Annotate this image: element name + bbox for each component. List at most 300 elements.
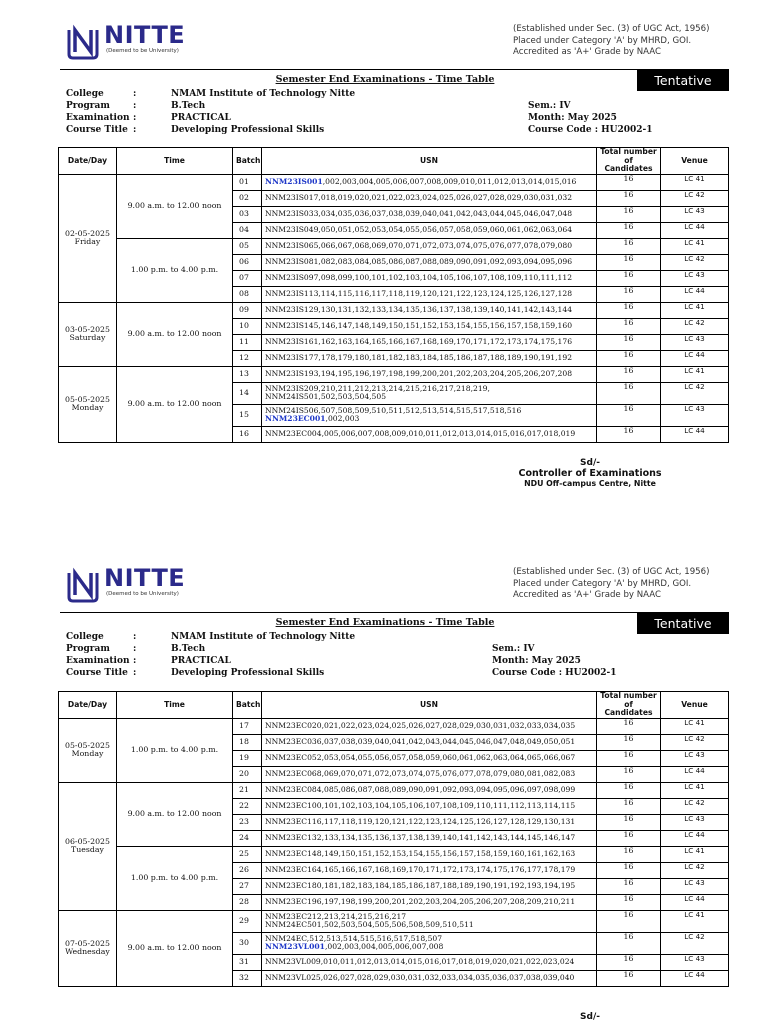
usn-text: NNM23IS017,018,019,020,021,022,023,024,025,026,027,028,029,030,031,032	[265, 192, 573, 202]
usn-line	[265, 210, 593, 219]
candidate-count: 16	[597, 798, 661, 814]
tentative-badge: Tentative	[637, 69, 729, 91]
controller-title: Controller of Examinations	[518, 468, 662, 479]
exam-date: 03-05-2025	[65, 324, 110, 334]
exam-info	[66, 88, 355, 136]
usn-list	[262, 970, 597, 986]
usn-line	[265, 818, 593, 827]
highlighted-usn: NNM23VL001	[265, 942, 325, 952]
usn-text: ,002,003,004,005,006,007,008	[324, 942, 444, 952]
batch-number: 07	[233, 270, 262, 286]
usn-text: ,002,003	[325, 414, 360, 424]
candidate-count: 16	[597, 830, 661, 846]
accreditation-line: Accredited as 'A+' Grade by NAAC	[513, 590, 661, 600]
usn-text: NNM24IS501,502,503,504,505	[265, 392, 387, 402]
venue: LC 41	[661, 782, 729, 798]
venue: LC 41	[661, 174, 729, 190]
exam-day: Saturday	[69, 333, 106, 343]
batch-number: 09	[233, 302, 262, 318]
usn-line	[265, 370, 593, 379]
venue: LC 43	[661, 270, 729, 286]
usn-list	[262, 206, 597, 222]
usn-list	[262, 222, 597, 238]
usn-list	[262, 798, 597, 814]
time-cell: 9.00 a.m. to 12.00 noon	[117, 174, 233, 238]
candidate-count: 16	[597, 782, 661, 798]
centre-name: NDU Off-campus Centre, Nitte	[524, 479, 656, 488]
venue: LC 43	[661, 750, 729, 766]
candidate-count: 16	[597, 206, 661, 222]
batch-number: 23	[233, 814, 262, 830]
exam-date: 05-05-2025	[65, 740, 110, 750]
usn-line	[265, 850, 593, 859]
usn-text: NNM23IS049,050,051,052,053,054,055,056,057,058,059,060,061,062,063,064	[265, 224, 573, 234]
time-cell: 9.00 a.m. to 12.00 noon	[117, 910, 233, 986]
batch-number: 14	[233, 382, 262, 404]
usn-line	[265, 738, 593, 747]
date-day-cell	[59, 718, 117, 782]
batch-number: 26	[233, 862, 262, 878]
batch-number: 13	[233, 366, 262, 382]
usn-line	[265, 338, 593, 347]
usn-line	[265, 943, 593, 952]
course-value: Developing Professional Skills	[171, 125, 325, 135]
venue: LC 42	[661, 798, 729, 814]
usn-line	[265, 415, 593, 424]
usn-line	[265, 974, 593, 983]
usn-text: NNM23IS097,098,099,100,101,102,103,104,105,106,107,108,109,110,111,112	[265, 272, 573, 282]
usn-list	[262, 782, 597, 798]
batch-number: 22	[233, 798, 262, 814]
usn-line	[265, 258, 593, 267]
usn-list	[262, 350, 597, 366]
course-code: Course Code : HU2002-1	[492, 668, 617, 678]
usn-list	[262, 318, 597, 334]
usn-list	[262, 814, 597, 830]
usn-text: NNM23EC148,149,150,151,152,153,154,155,156,157,158,159,160,161,162,163	[265, 848, 576, 858]
table-row	[59, 718, 729, 734]
venue: LC 41	[661, 910, 729, 932]
usn-text: NNM23EC100,101,102,103,104,105,106,107,108,109,110,111,112,113,114,115	[265, 800, 576, 810]
exam-date: 06-05-2025	[65, 836, 110, 846]
batch-number: 29	[233, 910, 262, 932]
usn-text: NNM23EC068,069,070,071,072,073,074,075,076,077,078,079,080,081,082,083	[265, 768, 576, 778]
candidate-count: 16	[597, 318, 661, 334]
usn-list	[262, 766, 597, 782]
column-header: Venue	[661, 692, 729, 719]
candidate-count: 16	[597, 334, 661, 350]
batch-number: 25	[233, 846, 262, 862]
candidate-count: 16	[597, 286, 661, 302]
accreditation-line: (Established under Sec. (3) of UGC Act, 1956)	[513, 24, 710, 34]
usn-line	[265, 226, 593, 235]
batch-number: 28	[233, 894, 262, 910]
exam-day: Wednesday	[65, 947, 110, 957]
column-header: Total number of Candidates	[597, 692, 661, 719]
candidate-count: 16	[597, 894, 661, 910]
timetable-page-2	[58, 691, 729, 987]
exam-label: Examination	[66, 656, 130, 666]
accreditation-line: Placed under Category 'A' by MHRD, GOI.	[513, 35, 692, 46]
highlighted-usn: NNM23IS001	[265, 176, 323, 186]
exam-day: Tuesday	[71, 845, 104, 855]
usn-text: NNM23IS161,162,163,164,165,166,167,168,169,170,171,172,173,174,175,176	[265, 336, 573, 346]
candidate-count: 16	[597, 910, 661, 932]
venue: LC 41	[661, 366, 729, 382]
usn-text: NNM23VL009,010,011,012,013,014,015,016,017,018,019,020,021,022,023,024	[265, 956, 575, 966]
venue: LC 42	[661, 318, 729, 334]
batch-number: 20	[233, 766, 262, 782]
colon: :	[133, 644, 137, 654]
candidate-count: 16	[597, 254, 661, 270]
venue: LC 42	[661, 932, 729, 954]
venue: LC 44	[661, 894, 729, 910]
batch-number: 05	[233, 238, 262, 254]
course-code: Course Code : HU2002-1	[528, 125, 653, 135]
candidate-count: 16	[597, 270, 661, 286]
table-row	[59, 174, 729, 190]
venue: LC 42	[661, 382, 729, 404]
table-row	[59, 782, 729, 798]
usn-line	[265, 866, 593, 875]
exam-info	[66, 631, 355, 679]
signature-sd: Sd/-	[580, 458, 600, 468]
venue: LC 44	[661, 970, 729, 986]
column-header: Batch	[233, 692, 262, 719]
venue: LC 44	[661, 766, 729, 782]
nitte-logo	[66, 22, 185, 60]
candidate-count: 16	[597, 750, 661, 766]
accreditation-line: Accredited as 'A+' Grade by NAAC	[513, 47, 661, 57]
course-label: Course Title	[66, 125, 128, 135]
accreditation-block	[513, 24, 709, 59]
candidate-count: 16	[597, 404, 661, 426]
exam-date: 07-05-2025	[65, 938, 110, 948]
usn-list	[262, 302, 597, 318]
usn-text: NNM23IS065,066,067,068,069,070,071,072,073,074,075,076,077,078,079,080	[265, 240, 573, 250]
exam-date: 05-05-2025	[65, 394, 110, 404]
usn-list	[262, 254, 597, 270]
usn-line	[265, 770, 593, 779]
venue: LC 43	[661, 206, 729, 222]
venue: LC 41	[661, 846, 729, 862]
candidate-count: 16	[597, 954, 661, 970]
batch-number: 24	[233, 830, 262, 846]
usn-line	[265, 290, 593, 299]
nitte-logo	[66, 565, 185, 603]
column-header: Batch	[233, 148, 262, 175]
batch-number: 04	[233, 222, 262, 238]
college-value: NMAM Institute of Technology Nitte	[171, 632, 356, 642]
table-row	[59, 302, 729, 318]
colon: :	[133, 113, 137, 123]
venue: LC 44	[661, 222, 729, 238]
candidate-count: 16	[597, 718, 661, 734]
timetable-page-1	[58, 147, 729, 443]
usn-line	[265, 802, 593, 811]
usn-line	[265, 306, 593, 315]
course-label: Course Title	[66, 668, 128, 678]
venue: LC 44	[661, 830, 729, 846]
colon: :	[133, 668, 137, 678]
usn-line	[265, 898, 593, 907]
column-header: USN	[262, 148, 597, 175]
usn-line	[265, 178, 593, 187]
colon: :	[133, 656, 137, 666]
time-cell: 1.00 p.m. to 4.00 p.m.	[117, 718, 233, 782]
usn-list	[262, 238, 597, 254]
semester: Sem.: IV	[492, 644, 535, 654]
exam-month: Month: May 2025	[528, 113, 617, 123]
usn-line	[265, 958, 593, 967]
usn-list	[262, 932, 597, 954]
usn-line	[265, 194, 593, 203]
exam-info-right	[528, 100, 653, 136]
venue: LC 43	[661, 404, 729, 426]
program-value: B.Tech	[171, 101, 206, 111]
exam-value: PRACTICAL	[171, 656, 231, 666]
usn-text: NNM23EC180,181,182,183,184,185,186,187,188,189,190,191,192,193,194,195	[265, 880, 576, 890]
usn-text: NNM23EC196,197,198,199,200,201,202,203,204,205,206,207,208,209,210,211	[265, 896, 576, 906]
college-value: NMAM Institute of Technology Nitte	[171, 89, 356, 99]
usn-line	[265, 722, 593, 731]
batch-number: 27	[233, 878, 262, 894]
venue: LC 44	[661, 286, 729, 302]
exam-info-right	[492, 643, 617, 679]
highlighted-usn: NNM23EC001	[265, 414, 326, 424]
usn-line	[265, 274, 593, 283]
usn-list	[262, 910, 597, 932]
candidate-count: 16	[597, 846, 661, 862]
signature-block	[500, 458, 680, 488]
usn-line	[265, 322, 593, 331]
usn-line	[265, 786, 593, 795]
usn-list	[262, 174, 597, 190]
usn-list	[262, 334, 597, 350]
header-rule	[60, 612, 637, 613]
column-header: Time	[117, 692, 233, 719]
usn-text: NNM24IS506,507,508,509,510,511,512,513,514,515,517,518,516	[265, 405, 522, 415]
batch-number: 10	[233, 318, 262, 334]
exam-day: Friday	[74, 237, 101, 247]
candidate-count: 16	[597, 970, 661, 986]
time-cell: 9.00 a.m. to 12.00 noon	[117, 782, 233, 846]
colon: :	[133, 125, 137, 135]
usn-text: NNM23EC164,165,166,167,168,169,170,171,172,173,174,175,176,177,178,179	[265, 864, 576, 874]
batch-number: 21	[233, 782, 262, 798]
candidate-count: 16	[597, 190, 661, 206]
usn-text: NNM23EC084,085,086,087,088,089,090,091,092,093,094,095,096,097,098,099	[265, 784, 576, 794]
accreditation-line: Placed under Category 'A' by MHRD, GOI.	[513, 578, 692, 589]
venue: LC 42	[661, 734, 729, 750]
usn-list	[262, 846, 597, 862]
candidate-count: 16	[597, 814, 661, 830]
timetable-title: Semester End Examinations - Time Table	[275, 617, 495, 628]
usn-list	[262, 954, 597, 970]
course-value: Developing Professional Skills	[171, 668, 325, 678]
usn-text: NNM23EC020,021,022,023,024,025,026,027,028,029,030,031,032,033,034,035	[265, 720, 576, 730]
table-row	[59, 238, 729, 254]
usn-list	[262, 190, 597, 206]
usn-list	[262, 894, 597, 910]
program-label: Program	[66, 644, 110, 654]
batch-number: 08	[233, 286, 262, 302]
venue: LC 43	[661, 334, 729, 350]
colon: :	[133, 632, 137, 642]
batch-number: 15	[233, 404, 262, 426]
accreditation-line: (Established under Sec. (3) of UGC Act, 1956)	[513, 567, 710, 577]
usn-list	[262, 404, 597, 426]
usn-line	[265, 242, 593, 251]
table-row	[59, 910, 729, 932]
program-value: B.Tech	[171, 644, 206, 654]
brand-subtitle: (Deemed to be University)	[106, 48, 179, 54]
tentative-badge: Tentative	[637, 612, 729, 634]
college-label: College	[66, 632, 104, 642]
accreditation-block	[513, 567, 709, 602]
exam-month: Month: May 2025	[492, 656, 581, 666]
usn-text: NNM23EC132,133,134,135,136,137,138,139,140,141,142,143,144,145,146,147	[265, 832, 576, 842]
usn-line	[265, 921, 593, 930]
batch-number: 18	[233, 734, 262, 750]
exam-day: Monday	[71, 403, 104, 413]
candidate-count: 16	[597, 222, 661, 238]
colon: :	[133, 89, 137, 99]
usn-list	[262, 862, 597, 878]
candidate-count: 16	[597, 932, 661, 954]
date-day-cell	[59, 366, 117, 442]
usn-text: NNM23IS113,114,115,116,117,118,119,120,121,122,123,124,125,126,127,128	[265, 288, 573, 298]
usn-text: ,002,003,004,005,006,007,008,009,010,011,012,013,014,015,016	[322, 176, 577, 186]
candidate-count: 16	[597, 766, 661, 782]
time-cell: 9.00 a.m. to 12.00 noon	[117, 366, 233, 442]
candidate-count: 16	[597, 238, 661, 254]
table-row	[59, 846, 729, 862]
batch-number: 17	[233, 718, 262, 734]
venue: LC 44	[661, 350, 729, 366]
brand-name: NITTE	[104, 564, 186, 592]
exam-date: 02-05-2025	[65, 228, 110, 238]
usn-line	[265, 882, 593, 891]
usn-line	[265, 393, 593, 402]
usn-list	[262, 366, 597, 382]
column-header: Time	[117, 148, 233, 175]
venue: LC 42	[661, 862, 729, 878]
semester: Sem.: IV	[528, 101, 571, 111]
usn-text: NNM23IS145,146,147,148,149,150,151,152,153,154,155,156,157,158,159,160	[265, 320, 573, 330]
date-day-cell	[59, 174, 117, 302]
date-day-cell	[59, 302, 117, 366]
time-cell: 9.00 a.m. to 12.00 noon	[117, 302, 233, 366]
candidate-count: 16	[597, 350, 661, 366]
date-day-cell	[59, 782, 117, 910]
exam-label: Examination	[66, 113, 130, 123]
table-row	[59, 366, 729, 382]
usn-text: NNM23EC116,117,118,119,120,121,122,123,124,125,126,127,128,129,130,131	[265, 816, 576, 826]
batch-number: 01	[233, 174, 262, 190]
usn-list	[262, 734, 597, 750]
brand-name: NITTE	[104, 21, 186, 49]
batch-number: 30	[233, 932, 262, 954]
usn-text: NNM23IS177,178,179,180,181,182,183,184,185,186,187,188,189,190,191,192	[265, 352, 573, 362]
usn-list	[262, 878, 597, 894]
venue: LC 42	[661, 190, 729, 206]
candidate-count: 16	[597, 426, 661, 442]
date-day-cell	[59, 910, 117, 986]
column-header: Venue	[661, 148, 729, 175]
usn-list	[262, 382, 597, 404]
usn-text: NNM23IS209,210,211,212,213,214,215,216,217,218,219,	[265, 383, 490, 393]
time-cell: 1.00 p.m. to 4.00 p.m.	[117, 846, 233, 910]
venue: LC 43	[661, 954, 729, 970]
usn-list	[262, 286, 597, 302]
usn-line	[265, 354, 593, 363]
batch-number: 16	[233, 426, 262, 442]
time-cell: 1.00 p.m. to 4.00 p.m.	[117, 238, 233, 302]
exam-day: Monday	[71, 749, 104, 759]
candidate-count: 16	[597, 878, 661, 894]
usn-text: NNM23EC212,213,214,215,216,217	[265, 911, 407, 921]
candidate-count: 16	[597, 734, 661, 750]
header-rule	[60, 69, 637, 70]
batch-number: 31	[233, 954, 262, 970]
usn-text: NNM23EC036,037,038,039,040,041,042,043,044,045,046,047,048,049,050,051	[265, 736, 576, 746]
usn-text: NNM23IS081,082,083,084,085,086,087,088,089,090,091,092,093,094,095,096	[265, 256, 573, 266]
venue: LC 44	[661, 426, 729, 442]
signature-sd: Sd/-	[580, 1012, 600, 1022]
batch-number: 06	[233, 254, 262, 270]
nitte-shield-icon	[66, 22, 100, 60]
candidate-count: 16	[597, 382, 661, 404]
column-header: USN	[262, 692, 597, 719]
usn-list	[262, 718, 597, 734]
usn-list	[262, 270, 597, 286]
batch-number: 11	[233, 334, 262, 350]
usn-text: NNM24EC,512,513,514,515,516,517,518,507	[265, 933, 443, 943]
brand-subtitle: (Deemed to be University)	[106, 591, 179, 597]
venue: LC 43	[661, 878, 729, 894]
batch-number: 19	[233, 750, 262, 766]
college-label: College	[66, 89, 104, 99]
usn-text: NNM23IS193,194,195,196,197,198,199,200,201,202,203,204,205,206,207,208	[265, 368, 573, 378]
timetable-title: Semester End Examinations - Time Table	[275, 74, 495, 85]
nitte-shield-icon	[66, 565, 100, 603]
batch-number: 02	[233, 190, 262, 206]
usn-line	[265, 430, 593, 439]
usn-line	[265, 834, 593, 843]
batch-number: 32	[233, 970, 262, 986]
signature-block	[500, 1012, 680, 1022]
column-header: Date/Day	[59, 692, 117, 719]
usn-list	[262, 750, 597, 766]
colon: :	[133, 101, 137, 111]
candidate-count: 16	[597, 174, 661, 190]
batch-number: 03	[233, 206, 262, 222]
usn-text: NNM24EC501,502,503,504,505,506,508,509,510,511	[265, 920, 474, 930]
venue: LC 41	[661, 238, 729, 254]
venue: LC 41	[661, 718, 729, 734]
batch-number: 12	[233, 350, 262, 366]
candidate-count: 16	[597, 862, 661, 878]
candidate-count: 16	[597, 366, 661, 382]
usn-text: NNM23IS129,130,131,132,133,134,135,136,137,138,139,140,141,142,143,144	[265, 304, 573, 314]
program-label: Program	[66, 101, 110, 111]
usn-list	[262, 830, 597, 846]
usn-text: NNM23IS033,034,035,036,037,038,039,040,041,042,043,044,045,046,047,048	[265, 208, 573, 218]
venue: LC 41	[661, 302, 729, 318]
venue: LC 43	[661, 814, 729, 830]
column-header: Total number of Candidates	[597, 148, 661, 175]
